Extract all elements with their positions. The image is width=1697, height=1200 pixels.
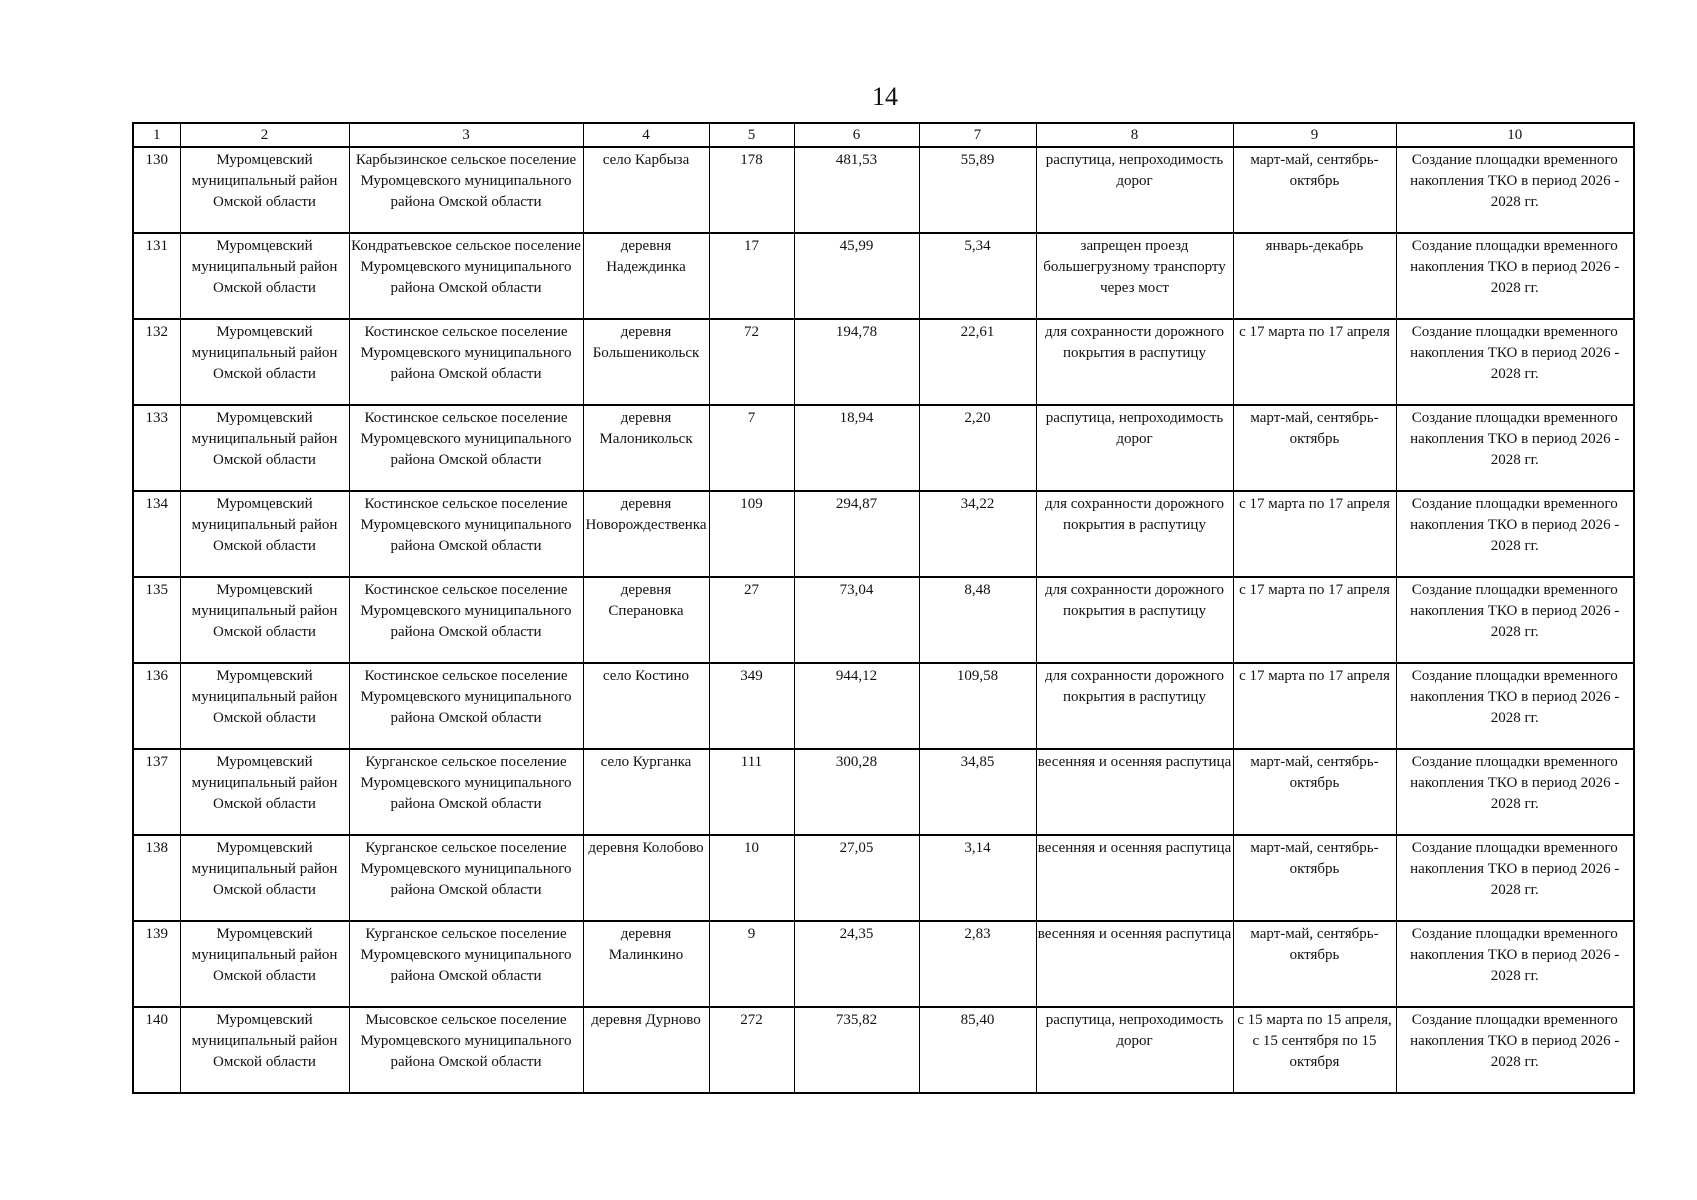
reason-cell: для сохранности дорожного покрытия в распутицу <box>1036 491 1233 577</box>
value-cell-7: 5,34 <box>919 233 1036 319</box>
row-number-cell: 132 <box>133 319 180 405</box>
table-row <box>133 405 1634 491</box>
period-cell: март-май, сентябрь-октябрь <box>1233 921 1396 1007</box>
district-cell: Муромцевский муниципальный район Омской области <box>180 319 349 405</box>
measure-cell: Создание площадки временного накопления ТКО в период 2026 - 2028 гг. <box>1396 491 1634 577</box>
reason-cell: для сохранности дорожного покрытия в распутицу <box>1036 663 1233 749</box>
locality-cell: село Курганка <box>583 749 709 835</box>
value-cell-6: 18,94 <box>794 405 919 491</box>
reason-cell: весенняя и осенняя распутица <box>1036 749 1233 835</box>
settlement-cell: Мысовское сельское поселение Муромцевского муниципального района Омской области <box>349 1007 583 1093</box>
locality-cell: село Карбыза <box>583 147 709 233</box>
registry-table <box>132 122 1635 1094</box>
column-number-row <box>133 123 1634 147</box>
locality-cell: деревня Надеждинка <box>583 233 709 319</box>
row-number-cell: 134 <box>133 491 180 577</box>
reason-cell: весенняя и осенняя распутица <box>1036 835 1233 921</box>
value-cell-6: 73,04 <box>794 577 919 663</box>
settlement-cell: Курганское сельское поселение Муромцевского муниципального района Омской области <box>349 835 583 921</box>
value-cell-6: 294,87 <box>794 491 919 577</box>
period-cell: март-май, сентябрь-октябрь <box>1233 749 1396 835</box>
reason-cell: распутица, непроходимость дорог <box>1036 405 1233 491</box>
page-number: 14 <box>872 82 898 111</box>
district-cell: Муромцевский муниципальный район Омской области <box>180 147 349 233</box>
value-cell-7: 55,89 <box>919 147 1036 233</box>
settlement-cell: Костинское сельское поселение Муромцевского муниципального района Омской области <box>349 405 583 491</box>
row-number-cell: 131 <box>133 233 180 319</box>
row-number-cell: 139 <box>133 921 180 1007</box>
measure-cell: Создание площадки временного накопления ТКО в период 2026 - 2028 гг. <box>1396 147 1634 233</box>
measure-cell: Создание площадки временного накопления ТКО в период 2026 - 2028 гг. <box>1396 405 1634 491</box>
value-cell-6: 24,35 <box>794 921 919 1007</box>
value-cell-7: 8,48 <box>919 577 1036 663</box>
value-cell-7: 3,14 <box>919 835 1036 921</box>
column-header: 1 <box>133 123 180 147</box>
value-cell-5: 7 <box>709 405 794 491</box>
period-cell: с 15 марта по 15 апреля, с 15 сентября по 15 октября <box>1233 1007 1396 1093</box>
row-number-cell: 140 <box>133 1007 180 1093</box>
value-cell-6: 194,78 <box>794 319 919 405</box>
value-cell-6: 481,53 <box>794 147 919 233</box>
value-cell-5: 109 <box>709 491 794 577</box>
column-header: 8 <box>1036 123 1233 147</box>
district-cell: Муромцевский муниципальный район Омской области <box>180 577 349 663</box>
value-cell-5: 272 <box>709 1007 794 1093</box>
value-cell-6: 735,82 <box>794 1007 919 1093</box>
row-number-cell: 138 <box>133 835 180 921</box>
table-row <box>133 835 1634 921</box>
value-cell-5: 10 <box>709 835 794 921</box>
value-cell-7: 109,58 <box>919 663 1036 749</box>
settlement-cell: Курганское сельское поселение Муромцевского муниципального района Омской области <box>349 921 583 1007</box>
reason-cell: для сохранности дорожного покрытия в распутицу <box>1036 577 1233 663</box>
value-cell-5: 72 <box>709 319 794 405</box>
settlement-cell: Костинское сельское поселение Муромцевского муниципального района Омской области <box>349 491 583 577</box>
table-row <box>133 319 1634 405</box>
locality-cell: деревня Малоникольск <box>583 405 709 491</box>
table-row <box>133 233 1634 319</box>
period-cell: с 17 марта по 17 апреля <box>1233 319 1396 405</box>
period-cell: март-май, сентябрь-октябрь <box>1233 405 1396 491</box>
district-cell: Муромцевский муниципальный район Омской области <box>180 663 349 749</box>
value-cell-5: 178 <box>709 147 794 233</box>
measure-cell: Создание площадки временного накопления ТКО в период 2026 - 2028 гг. <box>1396 749 1634 835</box>
reason-cell: распутица, непроходимость дорог <box>1036 1007 1233 1093</box>
reason-cell: весенняя и осенняя распутица <box>1036 921 1233 1007</box>
measure-cell: Создание площадки временного накопления ТКО в период 2026 - 2028 гг. <box>1396 921 1634 1007</box>
value-cell-6: 45,99 <box>794 233 919 319</box>
column-header: 4 <box>583 123 709 147</box>
value-cell-7: 22,61 <box>919 319 1036 405</box>
settlement-cell: Костинское сельское поселение Муромцевского муниципального района Омской области <box>349 663 583 749</box>
measure-cell: Создание площадки временного накопления ТКО в период 2026 - 2028 гг. <box>1396 577 1634 663</box>
locality-cell: деревня Новорождественка <box>583 491 709 577</box>
district-cell: Муромцевский муниципальный район Омской области <box>180 921 349 1007</box>
value-cell-7: 34,85 <box>919 749 1036 835</box>
column-header: 5 <box>709 123 794 147</box>
column-header: 3 <box>349 123 583 147</box>
value-cell-5: 111 <box>709 749 794 835</box>
period-cell: с 17 марта по 17 апреля <box>1233 663 1396 749</box>
measure-cell: Создание площадки временного накопления ТКО в период 2026 - 2028 гг. <box>1396 835 1634 921</box>
table-row <box>133 491 1634 577</box>
value-cell-5: 349 <box>709 663 794 749</box>
table-row <box>133 749 1634 835</box>
locality-cell: деревня Дурново <box>583 1007 709 1093</box>
table-row <box>133 147 1634 233</box>
value-cell-5: 17 <box>709 233 794 319</box>
reason-cell: для сохранности дорожного покрытия в распутицу <box>1036 319 1233 405</box>
table-row <box>133 1007 1634 1093</box>
district-cell: Муромцевский муниципальный район Омской области <box>180 1007 349 1093</box>
locality-cell: деревня Большеникольск <box>583 319 709 405</box>
reason-cell: запрещен проезд большегрузному транспорту через мост <box>1036 233 1233 319</box>
reason-cell: распутица, непроходимость дорог <box>1036 147 1233 233</box>
settlement-cell: Кондратьевское сельское поселение Муромцевского муниципального района Омской области <box>349 233 583 319</box>
row-number-cell: 135 <box>133 577 180 663</box>
period-cell: март-май, сентябрь-октябрь <box>1233 147 1396 233</box>
locality-cell: деревня Колобово <box>583 835 709 921</box>
table-row <box>133 577 1634 663</box>
value-cell-7: 2,20 <box>919 405 1036 491</box>
value-cell-7: 85,40 <box>919 1007 1036 1093</box>
district-cell: Муромцевский муниципальный район Омской области <box>180 835 349 921</box>
period-cell: с 17 марта по 17 апреля <box>1233 491 1396 577</box>
value-cell-5: 27 <box>709 577 794 663</box>
column-header: 7 <box>919 123 1036 147</box>
period-cell: с 17 марта по 17 апреля <box>1233 577 1396 663</box>
district-cell: Муромцевский муниципальный район Омской области <box>180 233 349 319</box>
column-header: 10 <box>1396 123 1634 147</box>
value-cell-7: 2,83 <box>919 921 1036 1007</box>
table-row <box>133 663 1634 749</box>
row-number-cell: 130 <box>133 147 180 233</box>
value-cell-6: 27,05 <box>794 835 919 921</box>
locality-cell: деревня Сперановка <box>583 577 709 663</box>
table-row <box>133 921 1634 1007</box>
settlement-cell: Костинское сельское поселение Муромцевского муниципального района Омской области <box>349 319 583 405</box>
row-number-cell: 133 <box>133 405 180 491</box>
locality-cell: деревня Малинкино <box>583 921 709 1007</box>
measure-cell: Создание площадки временного накопления ТКО в период 2026 - 2028 гг. <box>1396 1007 1634 1093</box>
value-cell-6: 300,28 <box>794 749 919 835</box>
column-header: 2 <box>180 123 349 147</box>
period-cell: январь-декабрь <box>1233 233 1396 319</box>
measure-cell: Создание площадки временного накопления ТКО в период 2026 - 2028 гг. <box>1396 663 1634 749</box>
settlement-cell: Карбызинское сельское поселение Муромцевского муниципального района Омской области <box>349 147 583 233</box>
row-number-cell: 136 <box>133 663 180 749</box>
district-cell: Муромцевский муниципальный район Омской области <box>180 749 349 835</box>
period-cell: март-май, сентябрь-октябрь <box>1233 835 1396 921</box>
column-header: 9 <box>1233 123 1396 147</box>
row-number-cell: 137 <box>133 749 180 835</box>
district-cell: Муромцевский муниципальный район Омской области <box>180 491 349 577</box>
value-cell-5: 9 <box>709 921 794 1007</box>
value-cell-7: 34,22 <box>919 491 1036 577</box>
measure-cell: Создание площадки временного накопления ТКО в период 2026 - 2028 гг. <box>1396 233 1634 319</box>
column-header: 6 <box>794 123 919 147</box>
settlement-cell: Курганское сельское поселение Муромцевского муниципального района Омской области <box>349 749 583 835</box>
locality-cell: село Костино <box>583 663 709 749</box>
value-cell-6: 944,12 <box>794 663 919 749</box>
settlement-cell: Костинское сельское поселение Муромцевского муниципального района Омской области <box>349 577 583 663</box>
district-cell: Муромцевский муниципальный район Омской области <box>180 405 349 491</box>
measure-cell: Создание площадки временного накопления ТКО в период 2026 - 2028 гг. <box>1396 319 1634 405</box>
